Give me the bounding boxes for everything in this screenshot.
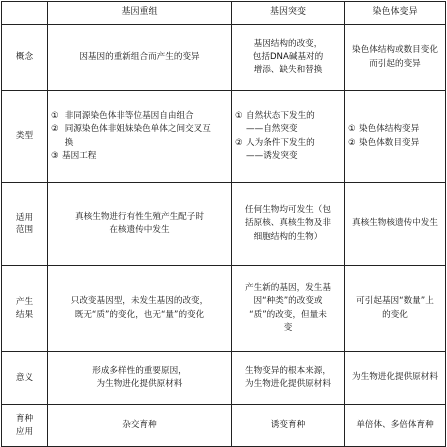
column-header-mutation: 基因突变 (232, 2, 345, 25)
row-header-significance (2, 352, 48, 405)
cell-line: 基因结构的改变， (253, 38, 323, 49)
circled-number: ① (235, 110, 243, 121)
cell-line: 可引起基因“数量”上 (356, 296, 434, 307)
cell-line: 细胞结构的生物） (253, 231, 323, 242)
cell-line: “质”的改变，但量未 (249, 309, 327, 320)
cell-significance-mutation (232, 352, 345, 405)
row-header-scope (2, 183, 48, 266)
cell-text: 人为条件下发生的 (246, 137, 315, 148)
cell-breeding-recombination (48, 405, 232, 447)
cell-type-chromosome (345, 91, 446, 183)
circled-number: ② (348, 137, 356, 148)
cell-line: 只改变基因型，未发生基因的改变， (70, 296, 209, 307)
circled-number: ③ (51, 150, 59, 161)
cell-result-chromosome (345, 266, 446, 352)
row-header-line: 意义 (15, 372, 34, 383)
cell-line: 包括DNA碱基对的 (252, 51, 324, 62)
cell-text: 染色体数目变异 (359, 137, 420, 148)
cell-significance-chromosome (345, 352, 446, 405)
cell-line: 在核遗传中发生 (109, 225, 170, 235)
header-row (2, 2, 446, 25)
cell-line: 生物变异的根本来源， (245, 365, 331, 376)
row-result (2, 266, 446, 352)
cell-line (235, 110, 341, 123)
cell-text: 染色体结构变异 (359, 124, 420, 135)
cell-line: 单倍体、多倍体育种 (356, 419, 434, 430)
row-type (2, 91, 446, 183)
row-header-type (2, 91, 48, 183)
cell-text: 非同源染色体非等位基因自由组合 (64, 110, 194, 121)
cell-line: 杂交育种 (122, 419, 157, 430)
cell-scope-recombination (48, 183, 232, 266)
row-header-line: 类型 (15, 131, 34, 142)
cell-line (348, 123, 442, 136)
row-header-line: 育种 (15, 414, 34, 425)
cell-result-mutation (232, 266, 345, 352)
cell-concept-chromosome (345, 25, 446, 91)
cell-line: 而引起的变异 (369, 58, 421, 69)
row-breeding (2, 405, 446, 447)
row-header-concept (2, 25, 48, 91)
cell-breeding-chromosome (345, 405, 446, 447)
circled-number: ① (348, 124, 356, 135)
cell-text: 同源染色体非姐妹染色单体之间交叉互 (64, 124, 211, 135)
cell-line: 诱变育种 (270, 419, 306, 430)
cell-scope-mutation (232, 183, 345, 266)
cell-text: ——自然突变 (246, 124, 298, 135)
cell-line (348, 137, 442, 150)
cell-line: 既无“质”的变化，也无“量”的变化 (74, 309, 205, 320)
cell-line (51, 123, 228, 136)
cell-line: 形成多样性的重要原因， (92, 365, 187, 376)
row-header-line: 概念 (15, 52, 34, 63)
cell-breeding-mutation (232, 405, 345, 447)
cell-line: 为生物进化提供原材料 (96, 379, 183, 389)
cell-line: 染色体结构或数目变化 (352, 45, 438, 56)
row-scope (2, 183, 446, 266)
circled-number: ② (235, 137, 243, 148)
cell-scope-chromosome (345, 183, 446, 266)
column-header-chromosome: 染色体变异 (345, 2, 446, 25)
cell-text: 基因工程 (62, 150, 97, 161)
cell-text: ——诱发突变 (246, 150, 298, 161)
cell-line (51, 137, 228, 150)
cell-line: 括原核、真核生物及非 (245, 218, 331, 229)
cell-line: 增添、缺失和替换 (253, 65, 323, 76)
cell-type-recombination (48, 91, 232, 183)
cell-line (51, 150, 228, 163)
cell-significance-recombination (48, 352, 232, 405)
row-header-line: 结果 (15, 309, 34, 320)
row-header-line: 范围 (15, 225, 34, 235)
cell-concept-recombination (48, 25, 232, 91)
cell-line: 为生物进化提供原材料 (352, 372, 438, 383)
cell-line: 变 (283, 322, 293, 333)
cell-line: 产生新的基因，发生基 (245, 282, 331, 293)
cell-line: 为生物进化提供原材料 (245, 379, 331, 389)
row-concept (2, 25, 446, 91)
cell-text: 自然状态下发生的 (246, 110, 315, 121)
cell-type-mutation (232, 91, 345, 183)
row-header-line: 应用 (15, 426, 34, 437)
circled-number: ① (51, 110, 59, 121)
cell-line (235, 123, 341, 136)
cell-line: 真核生物进行有性生殖产生配子时 (75, 211, 204, 222)
row-header-result (2, 266, 48, 352)
row-header-line: 适用 (15, 212, 34, 223)
cell-line: 真核生物核遗传中发生 (352, 218, 438, 229)
column-header-blank (2, 2, 48, 25)
cell-result-recombination (48, 266, 232, 352)
comparison-table (1, 1, 446, 447)
cell-concept-mutation (232, 25, 345, 91)
cell-line: 因基因的重新组合而产生的变异 (79, 51, 200, 62)
cell-line: 任何生物均可发生（包 (245, 205, 331, 216)
cell-line (235, 137, 341, 150)
cell-line (235, 150, 341, 163)
column-header-recombination: 基因重组 (48, 2, 232, 25)
circled-number: ② (51, 124, 59, 135)
cell-line: 因“种类”的改变或 (253, 296, 323, 307)
cell-line: 的变化 (382, 309, 408, 320)
cell-text: 换 (64, 137, 74, 148)
row-header-line: 产生 (15, 297, 34, 308)
cell-line (51, 110, 228, 123)
row-significance (2, 352, 446, 405)
row-header-breeding (2, 405, 48, 447)
